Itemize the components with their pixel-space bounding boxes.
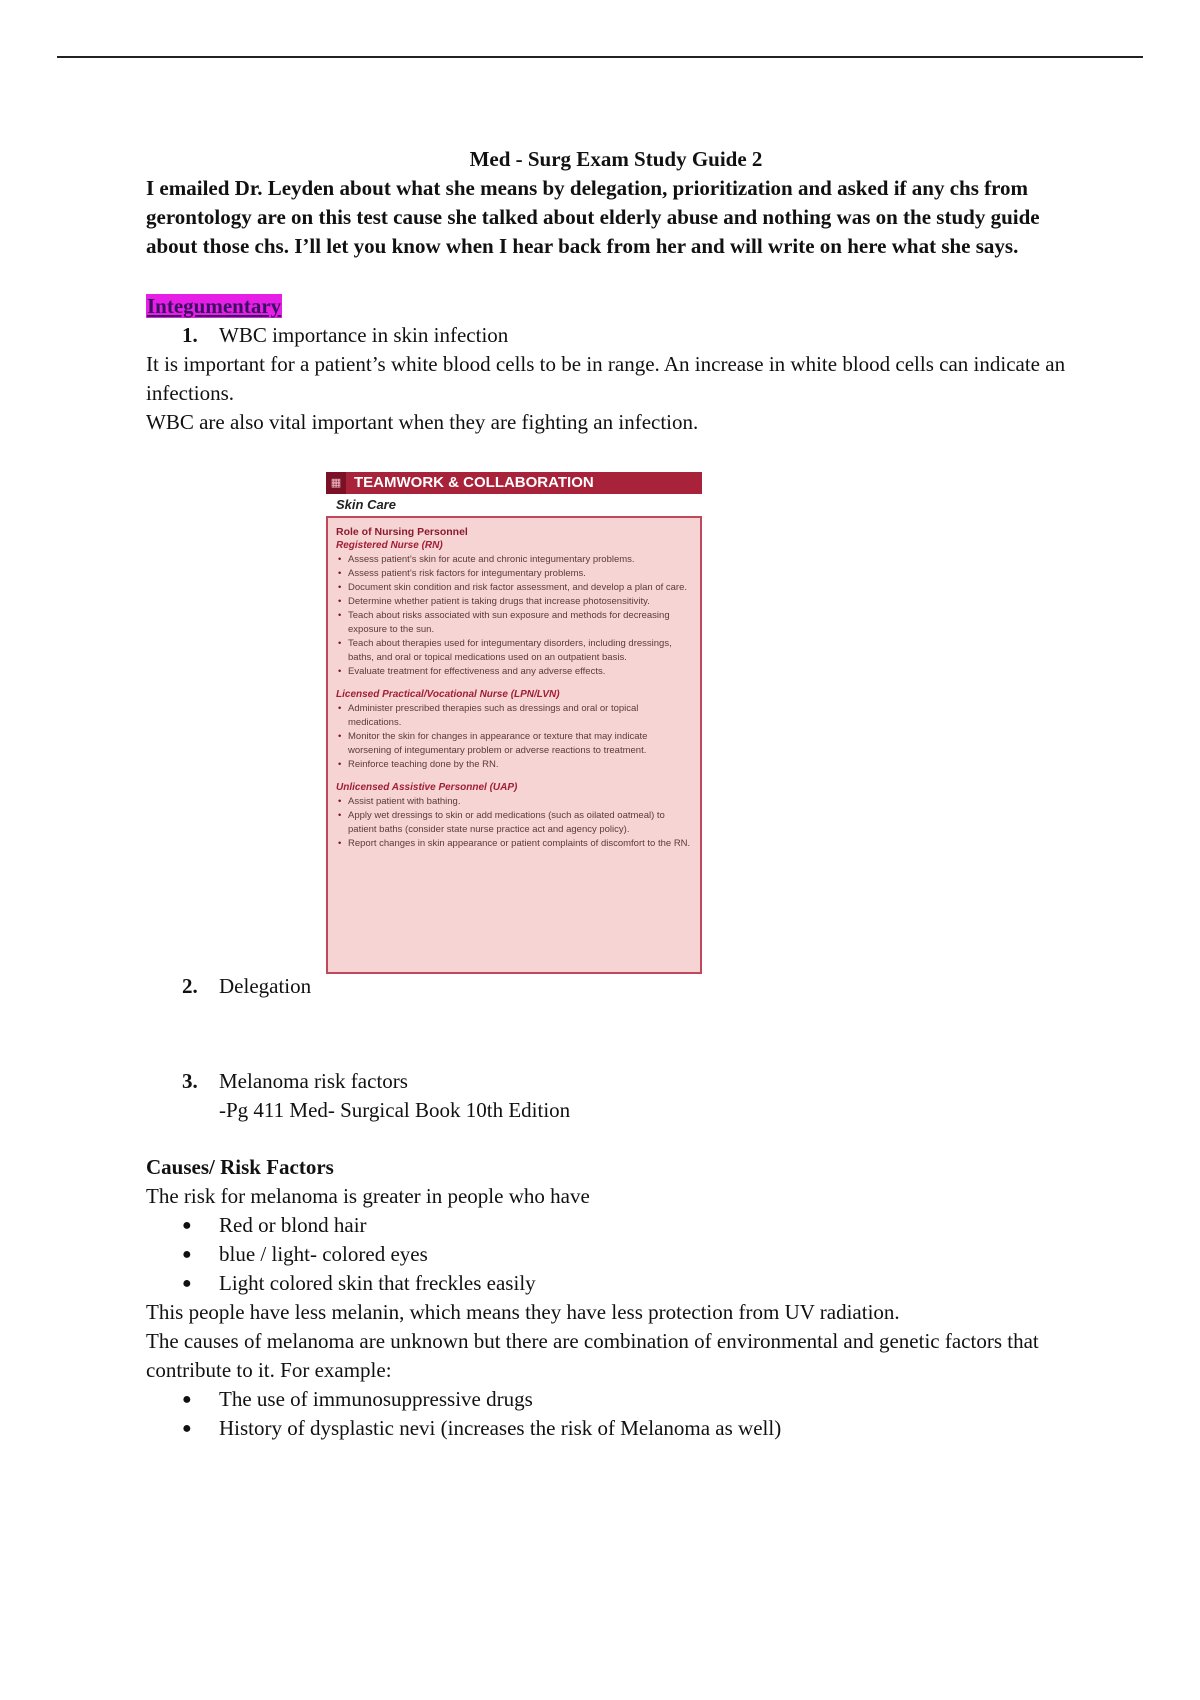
bullet-text: Light colored skin that freckles easily: [219, 1271, 536, 1295]
bullet-text: History of dysplastic nevi (increases the risk of Melanoma as well): [219, 1416, 782, 1440]
bullet-icon: ●: [182, 1275, 192, 1292]
paragraph-causes: The causes of melanoma are unknown but there are combination of environmental and genetic factors that contribute to it. For example:: [146, 1329, 1039, 1382]
paragraph-wbc-range: It is important for a patient’s white blood cells to be in range. An increase in white blood cells can indicate an infections.: [146, 352, 1066, 405]
intro-paragraph: I emailed Dr. Leyden about what she means by delegation, prioritization and asked if any chs from gerontology are on this test cause she talked about elderly abuse and nothing was on the study guide about those chs. I’ll let you know when I hear back from her and will write on here what she says.: [146, 176, 1040, 258]
risk-bullet-list: [146, 1211, 1096, 1298]
figure-uap-title: Unlicensed Assistive Personnel (UAP): [336, 782, 518, 793]
list-item-label: Delegation: [219, 974, 312, 998]
document-title: Med - Surg Exam Study Guide 2: [469, 147, 763, 171]
list-number: 1.: [182, 323, 198, 347]
bullet-text: The use of immunosuppressive drugs: [219, 1387, 533, 1411]
figure-list-item: • Reinforce teaching done by the RN.: [348, 758, 692, 772]
figure-role-title: Role of Nursing Personnel: [336, 526, 468, 538]
bullet-text: Red or blond hair: [219, 1213, 367, 1237]
figure-list-item: • Teach about therapies used for integumentary disorders, including dressings, baths, and oral or topical medications used on an outpatient basis.: [348, 637, 692, 665]
figure-lpn-title: Licensed Practical/Vocational Nurse (LPN/LVN): [336, 689, 560, 700]
list-number: 2.: [182, 974, 198, 998]
bullet-icon: ●: [182, 1391, 192, 1408]
figure-rn-list: [336, 553, 692, 679]
figure-row: [146, 472, 1096, 1032]
figure-list-item: • Assess patient’s skin for acute and chronic integumentary problems.: [348, 553, 692, 567]
document-page: [146, 146, 1096, 1443]
figure-uap-list: [336, 795, 692, 851]
list-item: [182, 1385, 1096, 1414]
paragraph-wbc-vital: WBC are also vital important when they are fighting an infection.: [146, 410, 699, 434]
bullet-icon: ●: [182, 1420, 192, 1437]
paragraph-melanin: This people have less melanin, which means they have less protection from UV radiation.: [146, 1300, 900, 1324]
figure-content: [326, 516, 702, 974]
list-number: 3.: [182, 1069, 198, 1093]
teamwork-figure: [326, 472, 702, 974]
list-item-wbc: [182, 321, 1096, 350]
list-item-subtext: -Pg 411 Med- Surgical Book 10th Edition: [219, 1098, 571, 1122]
teamwork-icon: ▦: [326, 472, 346, 494]
figure-list-item: • Monitor the skin for changes in appearance or texture that may indicate worsening of integumentary problem or adverse reactions to treatment.: [348, 730, 692, 758]
figure-subtitle: Skin Care: [336, 497, 396, 512]
bullet-icon: ●: [182, 1246, 192, 1263]
bullet-icon: ●: [182, 1217, 192, 1234]
figure-list-item: • Determine whether patient is taking drugs that increase photosensitivity.: [348, 595, 692, 609]
figure-list-item: • Assist patient with bathing.: [348, 795, 692, 809]
list-item-delegation: [182, 972, 311, 1001]
list-item: [182, 1269, 1096, 1298]
figure-list-item: • Administer prescribed therapies such as dressings and oral or topical medications.: [348, 702, 692, 730]
figure-lpn-list: [336, 702, 692, 772]
list-item: [182, 1211, 1096, 1240]
figure-list-item: • Assess patient’s risk factors for integumentary problems.: [348, 567, 692, 581]
list-item: [182, 1240, 1096, 1269]
list-item-label: WBC importance in skin infection: [219, 323, 509, 347]
figure-header: [326, 472, 702, 494]
example-bullet-list: [146, 1385, 1096, 1443]
list-item-melanoma: [146, 1067, 1096, 1125]
figure-list-item: • Apply wet dressings to skin or add medications (such as oilated oatmeal) to patient baths (consider state nurse practice act and agency policy).: [348, 809, 692, 837]
bullet-text: blue / light- colored eyes: [219, 1242, 428, 1266]
top-rule: [57, 56, 1143, 58]
section-heading-integumentary: Integumentary: [147, 294, 282, 318]
figure-header-text: TEAMWORK & COLLABORATION: [354, 474, 594, 491]
figure-list-item: • Report changes in skin appearance or patient complaints of discomfort to the RN.: [348, 837, 692, 851]
list-item-label: Melanoma risk factors: [219, 1069, 408, 1093]
causes-intro: The risk for melanoma is greater in people who have: [146, 1184, 590, 1208]
figure-list-item: • Evaluate treatment for effectiveness and any adverse effects.: [348, 665, 692, 679]
causes-heading: Causes/ Risk Factors: [146, 1155, 334, 1179]
figure-list-item: • Document skin condition and risk factor assessment, and develop a plan of care.: [348, 581, 692, 595]
figure-list-item: • Teach about risks associated with sun exposure and methods for decreasing exposure to the sun.: [348, 609, 692, 637]
figure-rn-title: Registered Nurse (RN): [336, 540, 443, 551]
list-item: [182, 1414, 1096, 1443]
